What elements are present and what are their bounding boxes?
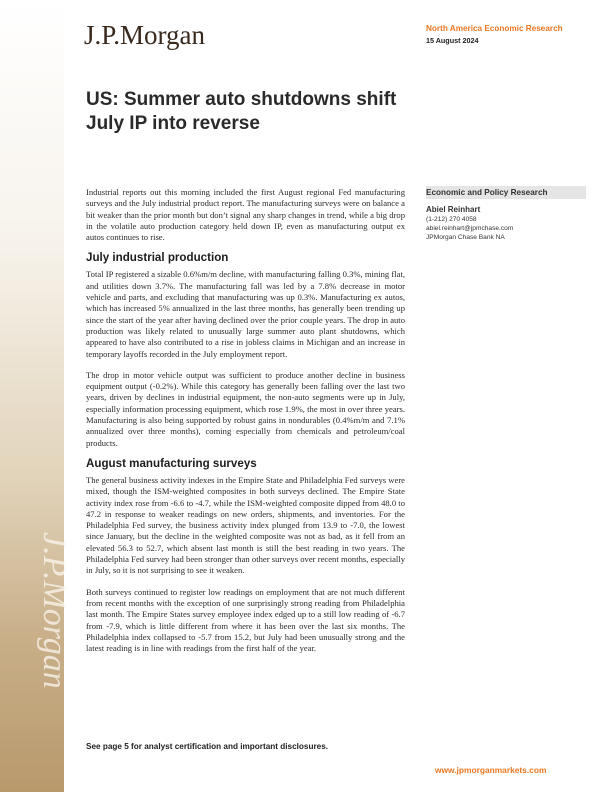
main-content [86,187,405,654]
report-date: 15 August 2024 [426,36,479,45]
footer-link[interactable]: www.jpmorganmarkets.com [435,765,547,775]
report-series: North America Economic Research [426,24,563,33]
title-line-1: US: Summer auto shutdowns shift [86,89,397,110]
body-paragraph: The general business activity indexes in the Empire State and Philadelphia Fed surveys were mixed, though the ISM-weighted composites in both surveys declined. The Empire State activity index rose from -6.6 to -4.7, while the ISM-weighted composite dipped from 48.0 to 47.2 in response to weaker readings on new orders, shipments, and inventories. For the Philadelphia Fed survey, the business activity index plunged from 13.9 to -7.0, the lowest since January, but the decline in the weighted composite was not as bad, as it fell from an elevated 56.3 to 52.7, which absent last month is still the best reading in two years. The Philadelphia Fed survey had been stronger than other surveys over recent months, especially in July, so it is not surprising to see it weaken. [86,474,405,576]
title-line-2: July IP into reverse [86,113,260,134]
analyst-panel [426,186,586,241]
disclosure-note: See page 5 for analyst certification and important disclosures. [86,742,329,751]
jpmorgan-logo[interactable]: J.P.Morgan [84,20,206,50]
section-heading-july-ip: July industrial production [86,251,229,265]
jpmorgan-watermark-logo [6,530,73,730]
section-heading-august-surveys: August manufacturing surveys [86,456,257,470]
analyst-email[interactable]: abiel.reinhart@jpmchase.com [426,225,514,232]
body-paragraph: Total IP registered a sizable 0.6%m/m decline, with manufacturing falling 0.3%, mining flat, and utilities down 3.7%. The manufacturing fall was led by a 7.8% decrease in motor vehicle and parts, and excluding that manufacturing was up 0.3%. Manufacturing ex autos, which has increased 5% annualized in the last three months, has generally been trending up since the start of the year after having declined over the prior couple years. The drop in auto production was likely related to unusually large summer auto plant shutdowns, which appeared to have also contributed to a rise in jobless claims in Michigan and an increase in temporary layoffs recorded in the July employment report. [86,269,405,359]
body-paragraph: Both surveys continued to register low readings on employment that are not much different from recent months with the exception of one surprisingly strong reading from Philadelphia last month. The Empire States survey employee index edged up to a still low reading of -6.7 from -7.9, which is little different from where it has been over the last six months. The Philadelphia index collapsed to -5.7 from 15.2, but July had been unusually strong and the latest reading is in line with readings from the first half of the year. [86,586,405,654]
analyst-phone: (1-212) 270 4058 [426,216,477,223]
page-title [86,88,426,136]
analyst-firm: JPMorgan Chase Bank NA [426,234,505,241]
watermark-text: J.P.Morgan [36,532,73,689]
analyst-name: Abiel Reinhart [426,205,481,214]
decorative-side-strip [0,0,73,792]
intro-paragraph: Industrial reports out this morning included the first August regional Fed manufacturing surveys and the July industrial product report. The manufacturing surveys were on balance a bit weaker than the prior month but don’t signal any sharp changes in trend, while a big drop in the volatile auto production category held down IP, even as manufacturing output ex autos continues to rise. [86,187,405,243]
body-paragraph: The drop in motor vehicle output was sufficient to produce another decline in business equipment output (-0.2%). While this category has generally been falling over the last two years, driven by declines in industrial equipment, the non-auto segments were up in July, especially information processing equipment, which rose 1.9%, the most in over three years. Manufacturing is also being supported by robust gains in nondurables (0.4%m/m and 7.1% annualized over three months), coming especially from chemicals and petroleum/coal products. [86,369,405,448]
report-header [426,24,563,45]
panel-title: Economic and Policy Research [426,186,586,199]
